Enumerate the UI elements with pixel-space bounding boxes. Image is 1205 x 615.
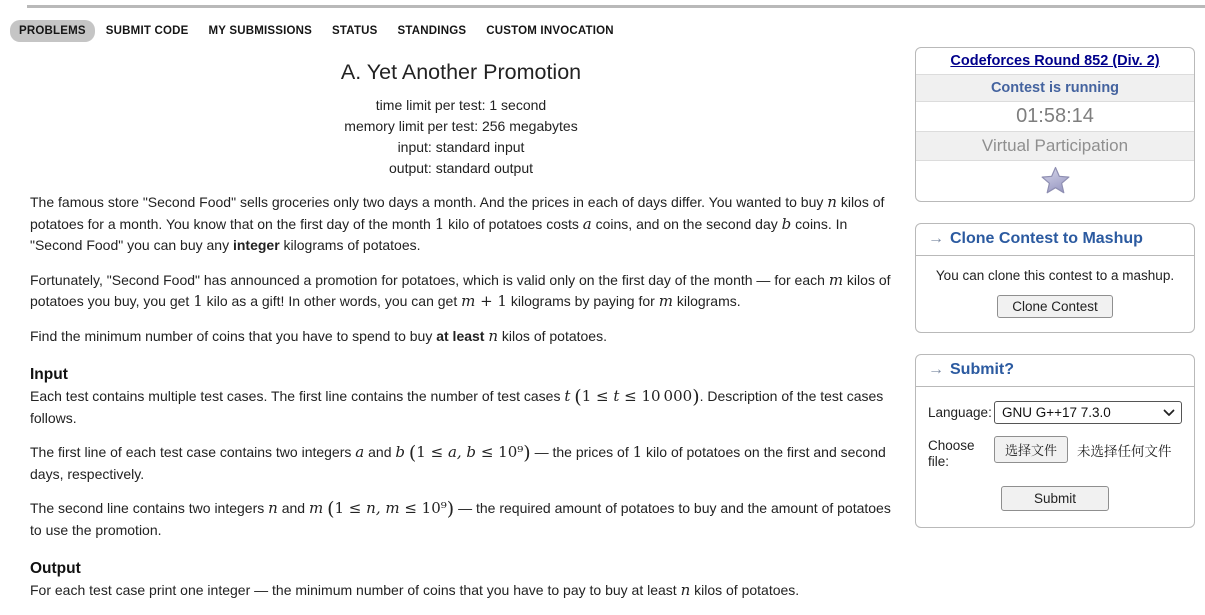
statement-paragraph: The first line of each test case contains two integers a and b (1 ≤ a, b ≤ 10⁹) — the prices of 1 kilo of potatoes on the first and second days, respectively.	[30, 442, 886, 482]
choose-file-label: Choose file:	[928, 438, 975, 469]
time-limit: time limit per test: 1 second	[375, 97, 547, 113]
contest-name-row	[916, 48, 1194, 75]
arrow-icon: →	[928, 230, 944, 247]
statement-paragraph: Each test contains multiple test cases. The first line contains the number of test cases t (1 ≤ t ≤ 10 000). Description of the test cases follows.	[30, 386, 884, 426]
contest-info-box	[915, 47, 1195, 202]
clone-contest-button[interactable]: Clone Contest	[997, 295, 1113, 318]
memory-limit: memory limit per test: 256 megabytes	[344, 118, 578, 134]
statement-paragraph: The famous store "Second Food" sells groceries only two days a month. And the prices in each of days differ. You wanted to buy n kilos of potatoes for a month. You know that on the first day of the month 1 kilo of potatoes costs a coins, and on the second day b coins. In "Second Food" you can buy any integer kilograms of potatoes.	[30, 193, 885, 253]
tab-standings[interactable]: STANDINGS	[397, 25, 467, 37]
choose-file-button[interactable]: 选择文件	[994, 436, 1068, 463]
clone-box-title: Clone Contest to Mashup	[950, 230, 1143, 247]
submit-box-body	[916, 387, 1194, 527]
problem-statement	[30, 60, 892, 615]
language-select[interactable]	[994, 401, 1182, 424]
problem-tabs	[10, 20, 623, 42]
tab-custom-invocation[interactable]: CUSTOM INVOCATION	[486, 25, 614, 37]
contest-timer: 01:58:14	[916, 102, 1194, 132]
clone-box-caption	[916, 224, 1194, 256]
submit-box-title: Submit?	[950, 361, 1014, 378]
file-status-text: 未选择任何文件	[1077, 444, 1172, 459]
language-row	[928, 401, 1182, 424]
file-row	[928, 436, 1182, 470]
output-spec: output: standard output	[389, 160, 533, 176]
clone-description: You can clone this contest to a mashup.	[935, 268, 1175, 283]
submit-box-caption	[916, 355, 1194, 387]
language-select-wrap	[994, 401, 1182, 424]
favorite-row	[916, 161, 1194, 201]
statement-paragraph: Find the minimum number of coins that you have to spend to buy at least n kilos of potatoes.	[30, 326, 607, 345]
top-divider	[27, 5, 1205, 8]
arrow-icon: →	[928, 361, 944, 378]
contest-state: Contest is running	[990, 80, 1120, 96]
section-heading: Input	[30, 366, 68, 383]
section-heading: Output	[30, 560, 81, 577]
statement-body	[30, 192, 892, 602]
contest-mode: Virtual Participation	[916, 132, 1194, 161]
submit-box	[915, 354, 1195, 528]
contest-state-row	[916, 75, 1194, 102]
tab-submit-code[interactable]: SUBMIT CODE	[105, 25, 189, 37]
clone-contest-box	[915, 223, 1195, 333]
clone-box-body	[916, 256, 1194, 332]
problem-limits	[30, 95, 892, 179]
sidebar	[915, 47, 1195, 549]
star-icon[interactable]	[1040, 166, 1071, 195]
tab-status[interactable]: STATUS	[332, 25, 378, 37]
statement-paragraph: The second line contains two integers n and m (1 ≤ n, m ≤ 10⁹) — the required amount of potatoes to buy and the amount of potatoes to use the promotion.	[30, 498, 891, 538]
tab-my-submissions[interactable]: MY SUBMISSIONS	[208, 25, 313, 37]
input-spec: input: standard input	[397, 139, 525, 155]
statement-paragraph: Fortunately, "Second Food" has announced a promotion for potatoes, which is valid only on the first day of the month — for each m kilos of potatoes you buy, you get 1 kilo as a gift! In other words, you can get m + 1 kilograms by paying for m kilograms.	[30, 270, 891, 310]
submit-row	[928, 486, 1182, 511]
tab-problems[interactable]: PROBLEMS	[10, 20, 95, 42]
statement-paragraph: For each test case print one integer — the minimum number of coins that you have to pay to buy at least n kilos of potatoes.	[30, 581, 800, 599]
language-label: Language:	[928, 405, 992, 420]
problem-title: A. Yet Another Promotion	[340, 60, 582, 84]
submit-button[interactable]: Submit	[1001, 486, 1109, 511]
contest-name-link[interactable]: Codeforces Round 852 (Div. 2)	[950, 53, 1160, 69]
